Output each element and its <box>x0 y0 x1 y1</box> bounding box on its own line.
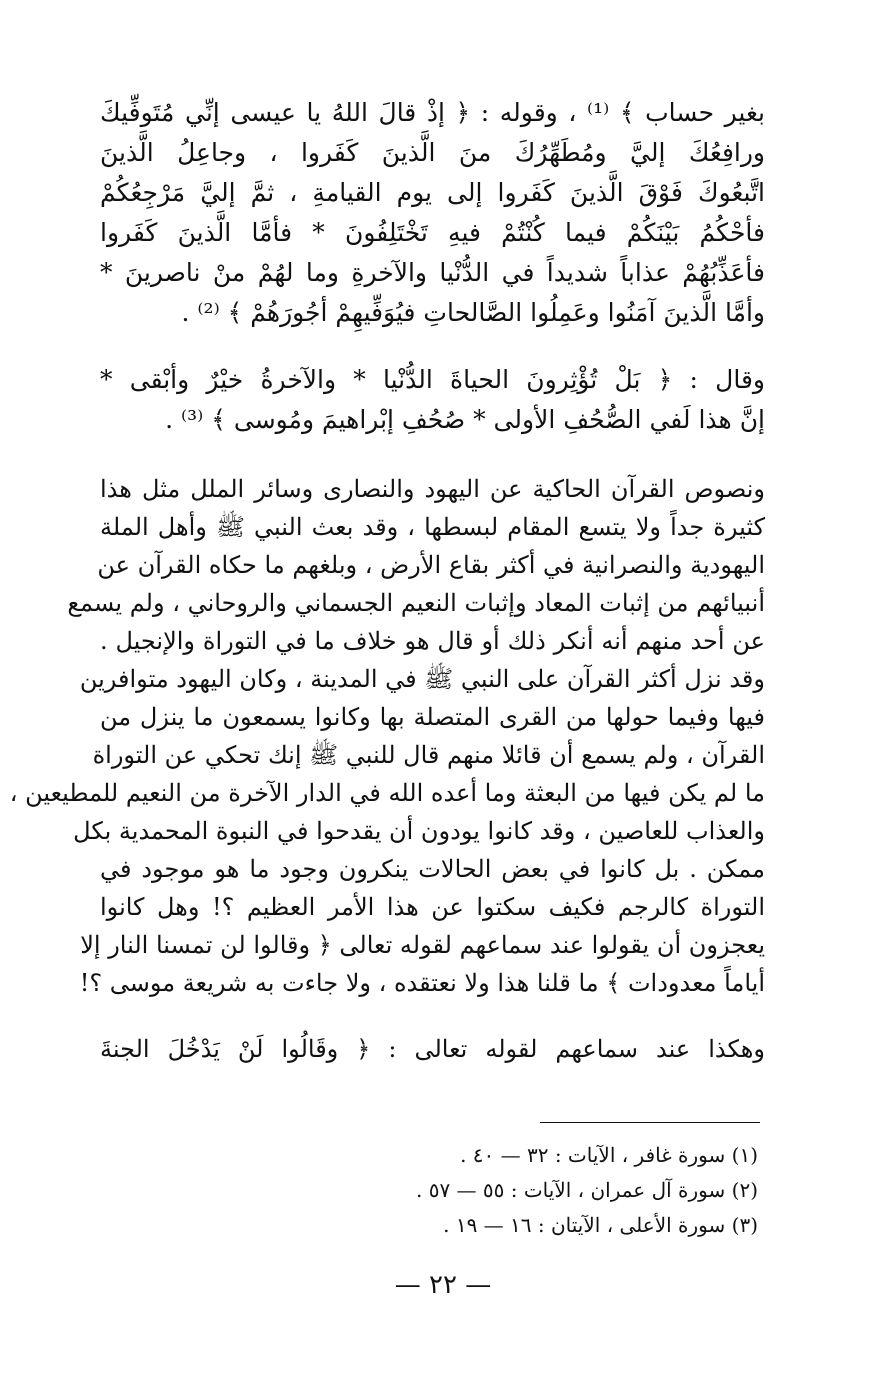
text-line: اتَّبعُوكَ فَوْقَ الَّذينَ كَفَروا إلى يوم القيامةِ ، ثمَّ إليَّ مَرْجِعُكُمْ <box>100 178 765 207</box>
text-line: أنبيائهم من إثبات المعاد وإثبات النعيم الجسماني والروحاني ، ولم يسمع <box>67 589 765 617</box>
text-line: عن أحد منهم أنه أنكر ذلك أو قال هو خلاف ما في التوراة والإنجيل . <box>100 627 765 655</box>
text-line: ونصوص القرآن الحاكية عن اليهود والنصارى وسائر الملل مثل هذا <box>100 475 765 503</box>
closing-line <box>100 1030 765 1068</box>
footnote-2: (٢) سورة آل عمران ، الآيات : ٥٥ — ٥٧ . <box>415 1178 758 1202</box>
quran-quote-2 <box>100 360 765 440</box>
text-line: التوراة كالرجم فكيف سكتوا عن هذا الأمر العظيم ؟! وهل كانوا <box>100 893 765 921</box>
text-line: كثيرة جداً ولا يتسع المقام لبسطها ، وقد بعث النبي ﷺ وأهل الملة <box>100 513 765 541</box>
quran-quote-1 <box>100 93 765 333</box>
text-line: اليهودية والنصرانية في أكثر بقاع الأرض ، وبلغهم ما حكاه القرآن عن <box>97 551 765 579</box>
text-line: القرآن ، ولم يسمع أن قائلا منهم قال للنبي ﷺ إنك تحكي عن التوراة <box>92 741 765 769</box>
text-line: وقال : ﴿ بَلْ تُؤْثِرونَ الحياةَ الدُّنْيا * والآخرةُ خيْرٌ وأبْقى * <box>100 365 765 394</box>
footnote-divider <box>540 1122 760 1123</box>
text-line: ما لم يكن فيها من البعثة وما أعده الله في الدار الآخرة من النعيم للمطيعين ، <box>9 779 765 807</box>
text-line: ورافِعُكَ إليَّ ومُطَهِّرُكَ منَ الَّذينَ كَفَروا ، وجاعِلُ الَّذينَ <box>100 138 765 167</box>
text-line: وهكذا عند سماعهم لقوله تعالى : ﴿ وقَالُوا لَنْ يَدْخُلَ الجنةَ <box>100 1035 765 1063</box>
text-line: وأمَّا الَّذينَ آمَنُوا وعَمِلُوا الصَّالحاتِ فيُوَفِّيهِمْ أجُورَهُمْ ﴾ ⁽²⁾ . <box>181 298 765 327</box>
text-line: أياماً معدودات ﴾ ما قلنا هذا ولا نعتقده ، ولا جاءت به شريعة موسى ؟! <box>79 969 765 997</box>
text-line: فأعَذِّبُهُمْ عذاباً شديداً في الدُّنْيا والآخرةِ وما لهُمْ منْ ناصرينَ * <box>100 258 765 287</box>
main-paragraph <box>9 470 765 1002</box>
footnote-1: (١) سورة غافر ، الآيات : ٣٢ — ٤٠ . <box>460 1143 758 1167</box>
text-line: ممكن . بل كانوا في بعض الحالات ينكرون وجود ما هو موجود في <box>100 855 765 883</box>
text-line: وقد نزل أكثر القرآن على النبي ﷺ في المدينة ، وكان اليهود متوافرين <box>79 665 765 693</box>
text-line: إنَّ هذا لَفي الصُّحُفِ الأولى * صُحُفِ إبْراهيمَ ومُوسى ﴾ ⁽³⁾ . <box>165 405 765 434</box>
page-number: — ٢٢ — <box>394 1270 492 1300</box>
text-line: يعجزون أن يقولوا عند سماعهم لقوله تعالى ﴿ وقالوا لن تمسنا النار إلا <box>80 931 765 959</box>
text-line: فأحْكُمُ بَيْنَكُمْ فيما كُنْتُمْ فيهِ تَخْتَلِفُونَ * فأمَّا الَّذينَ كَفَروا <box>100 218 765 247</box>
footnote-3: (٣) سورة الأعلى ، الآيتان : ١٦ — ١٩ . <box>443 1213 758 1237</box>
text-line: بغير حساب ﴾ ⁽¹⁾ ، وقوله : ﴿ إذْ قالَ اللهُ يا عيسى إنِّي مُتَوفِّيكَ <box>100 98 765 127</box>
text-line: والعذاب للعاصين ، وقد كانوا يودون أن يقدحوا في النبوة المحمدية بكل <box>73 817 765 845</box>
text-line: فيها وفيما حولها من القرى المتصلة بها وكانوا يسمعون ما ينزل من <box>100 703 765 731</box>
